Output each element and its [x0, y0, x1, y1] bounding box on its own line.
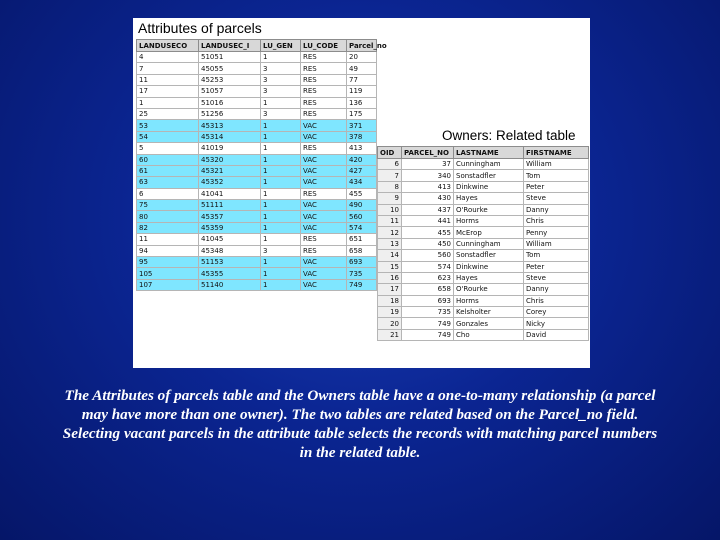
attributes-cell[interactable]: 1: [261, 268, 301, 279]
owners-column-header[interactable]: LASTNAME: [454, 147, 524, 159]
owners-cell[interactable]: Gonzales: [454, 318, 524, 329]
attributes-cell[interactable]: RES: [301, 188, 347, 199]
owners-cell[interactable]: Penny: [524, 227, 589, 238]
attributes-cell[interactable]: 49: [347, 63, 377, 74]
attributes-cell[interactable]: 63: [137, 177, 199, 188]
attributes-row[interactable]: [137, 234, 377, 245]
attributes-cell[interactable]: RES: [301, 74, 347, 85]
attributes-cell[interactable]: RES: [301, 245, 347, 256]
owners-row[interactable]: [378, 193, 589, 204]
attributes-cell[interactable]: 749: [347, 279, 377, 290]
attributes-cell[interactable]: 51057: [199, 86, 261, 97]
owners-cell[interactable]: 12: [378, 227, 402, 238]
attributes-cell[interactable]: RES: [301, 234, 347, 245]
attributes-cell[interactable]: 574: [347, 222, 377, 233]
owners-cell[interactable]: 8: [378, 181, 402, 192]
attributes-cell[interactable]: VAC: [301, 279, 347, 290]
attributes-cell[interactable]: 3: [261, 63, 301, 74]
owners-cell[interactable]: William: [524, 159, 589, 170]
owners-cell[interactable]: Dinkwine: [454, 181, 524, 192]
owners-cell[interactable]: 7: [378, 170, 402, 181]
owners-cell[interactable]: Steve: [524, 193, 589, 204]
owners-cell[interactable]: 413: [402, 181, 454, 192]
attributes-row[interactable]: [137, 154, 377, 165]
attributes-cell[interactable]: 17: [137, 86, 199, 97]
owners-cell[interactable]: Sonstadfler: [454, 170, 524, 181]
attributes-row[interactable]: [137, 120, 377, 131]
attributes-cell[interactable]: 51051: [199, 52, 261, 63]
attributes-cell[interactable]: 45355: [199, 268, 261, 279]
attributes-row[interactable]: [137, 108, 377, 119]
owners-cell[interactable]: Dinkwine: [454, 261, 524, 272]
attributes-cell[interactable]: 75: [137, 200, 199, 211]
attributes-cell[interactable]: 6: [137, 188, 199, 199]
attributes-cell[interactable]: 45055: [199, 63, 261, 74]
owners-cell[interactable]: 749: [402, 329, 454, 340]
owners-cell[interactable]: 749: [402, 318, 454, 329]
attributes-cell[interactable]: 490: [347, 200, 377, 211]
owners-cell[interactable]: Chris: [524, 295, 589, 306]
owners-cell[interactable]: Tom: [524, 250, 589, 261]
attributes-cell[interactable]: 94: [137, 245, 199, 256]
attributes-column-header[interactable]: LANDUSECO: [137, 40, 199, 52]
attributes-row[interactable]: [137, 86, 377, 97]
owners-cell[interactable]: Peter: [524, 181, 589, 192]
attributes-row[interactable]: [137, 143, 377, 154]
attributes-cell[interactable]: 4: [137, 52, 199, 63]
attributes-cell[interactable]: RES: [301, 108, 347, 119]
attributes-cell[interactable]: 11: [137, 234, 199, 245]
attributes-cell[interactable]: 20: [347, 52, 377, 63]
attributes-cell[interactable]: 413: [347, 143, 377, 154]
owners-cell[interactable]: 623: [402, 272, 454, 283]
attributes-cell[interactable]: RES: [301, 86, 347, 97]
attributes-cell[interactable]: 455: [347, 188, 377, 199]
attributes-cell[interactable]: 1: [261, 165, 301, 176]
attributes-cell[interactable]: 41019: [199, 143, 261, 154]
owners-cell[interactable]: 17: [378, 284, 402, 295]
attributes-row[interactable]: [137, 63, 377, 74]
attributes-cell[interactable]: 735: [347, 268, 377, 279]
owners-cell[interactable]: 574: [402, 261, 454, 272]
owners-cell[interactable]: Tom: [524, 170, 589, 181]
owners-cell[interactable]: Horms: [454, 295, 524, 306]
owners-cell[interactable]: William: [524, 238, 589, 249]
owners-cell[interactable]: 37: [402, 159, 454, 170]
attributes-cell[interactable]: 51140: [199, 279, 261, 290]
owners-cell[interactable]: 455: [402, 227, 454, 238]
owners-cell[interactable]: 340: [402, 170, 454, 181]
owners-cell[interactable]: 11: [378, 215, 402, 226]
attributes-cell[interactable]: 420: [347, 154, 377, 165]
attributes-cell[interactable]: 51016: [199, 97, 261, 108]
attributes-cell[interactable]: 45359: [199, 222, 261, 233]
attributes-cell[interactable]: VAC: [301, 211, 347, 222]
owners-cell[interactable]: O'Rourke: [454, 284, 524, 295]
owners-cell[interactable]: 693: [402, 295, 454, 306]
owners-row[interactable]: [378, 261, 589, 272]
attributes-row[interactable]: [137, 200, 377, 211]
attributes-cell[interactable]: RES: [301, 143, 347, 154]
attributes-cell[interactable]: 11: [137, 74, 199, 85]
attributes-cell[interactable]: 1: [261, 279, 301, 290]
owners-cell[interactable]: 658: [402, 284, 454, 295]
attributes-cell[interactable]: VAC: [301, 257, 347, 268]
attributes-cell[interactable]: 60: [137, 154, 199, 165]
owners-cell[interactable]: Hayes: [454, 193, 524, 204]
attributes-cell[interactable]: 41045: [199, 234, 261, 245]
attributes-column-header[interactable]: Parcel_no: [347, 40, 377, 52]
owners-row[interactable]: [378, 284, 589, 295]
attributes-cell[interactable]: 136: [347, 97, 377, 108]
attributes-cell[interactable]: 45357: [199, 211, 261, 222]
attributes-cell[interactable]: 693: [347, 257, 377, 268]
owners-cell[interactable]: McErop: [454, 227, 524, 238]
attributes-cell[interactable]: 54: [137, 131, 199, 142]
attributes-cell[interactable]: 105: [137, 268, 199, 279]
owners-cell[interactable]: 19: [378, 307, 402, 318]
attributes-cell[interactable]: 61: [137, 165, 199, 176]
owners-cell[interactable]: Sonstadfler: [454, 250, 524, 261]
owners-cell[interactable]: Horms: [454, 215, 524, 226]
owners-cell[interactable]: 560: [402, 250, 454, 261]
attributes-row[interactable]: [137, 257, 377, 268]
attributes-cell[interactable]: 95: [137, 257, 199, 268]
owners-cell[interactable]: 21: [378, 329, 402, 340]
attributes-cell[interactable]: 80: [137, 211, 199, 222]
owners-cell[interactable]: 16: [378, 272, 402, 283]
attributes-cell[interactable]: 1: [137, 97, 199, 108]
owners-row[interactable]: [378, 238, 589, 249]
attributes-cell[interactable]: 175: [347, 108, 377, 119]
attributes-column-header[interactable]: LANDUSEC_I: [199, 40, 261, 52]
attributes-cell[interactable]: VAC: [301, 200, 347, 211]
owners-row[interactable]: [378, 181, 589, 192]
attributes-cell[interactable]: 1: [261, 120, 301, 131]
owners-table: [377, 146, 589, 341]
attributes-table: [136, 39, 387, 291]
owners-cell[interactable]: 20: [378, 318, 402, 329]
owners-row[interactable]: [378, 250, 589, 261]
attributes-cell[interactable]: 1: [261, 177, 301, 188]
owners-row[interactable]: [378, 272, 589, 283]
attributes-cell[interactable]: 77: [347, 74, 377, 85]
owners-row[interactable]: [378, 295, 589, 306]
attributes-cell[interactable]: 1: [261, 211, 301, 222]
attributes-row[interactable]: [137, 97, 377, 108]
owners-header-row: [378, 147, 589, 159]
attributes-cell[interactable]: 1: [261, 222, 301, 233]
attributes-cell[interactable]: 1: [261, 97, 301, 108]
owners-cell[interactable]: 430: [402, 193, 454, 204]
owners-cell[interactable]: 10: [378, 204, 402, 215]
attributes-row[interactable]: [137, 279, 377, 290]
attributes-column-header[interactable]: LU_GEN: [261, 40, 301, 52]
attributes-cell[interactable]: 41041: [199, 188, 261, 199]
owners-row[interactable]: [378, 159, 589, 170]
attributes-cell[interactable]: 3: [261, 245, 301, 256]
attributes-cell[interactable]: 1: [261, 154, 301, 165]
attributes-cell[interactable]: 434: [347, 177, 377, 188]
owners-cell[interactable]: O'Rourke: [454, 204, 524, 215]
attributes-cell[interactable]: VAC: [301, 222, 347, 233]
owners-cell[interactable]: 13: [378, 238, 402, 249]
attributes-cell[interactable]: 51256: [199, 108, 261, 119]
attributes-cell[interactable]: 119: [347, 86, 377, 97]
attributes-cell[interactable]: 3: [261, 74, 301, 85]
attributes-cell[interactable]: 1: [261, 234, 301, 245]
owners-cell[interactable]: 441: [402, 215, 454, 226]
attributes-cell[interactable]: VAC: [301, 177, 347, 188]
attributes-cell[interactable]: 1: [261, 52, 301, 63]
attributes-cell[interactable]: VAC: [301, 268, 347, 279]
owners-column-header[interactable]: FIRSTNAME: [524, 147, 589, 159]
attributes-row[interactable]: [137, 131, 377, 142]
attributes-cell[interactable]: 3: [261, 86, 301, 97]
attributes-column-header[interactable]: LU_CODE: [301, 40, 347, 52]
attributes-cell[interactable]: 107: [137, 279, 199, 290]
owners-row[interactable]: [378, 329, 589, 340]
attributes-row[interactable]: [137, 268, 377, 279]
attributes-cell[interactable]: 45321: [199, 165, 261, 176]
attributes-cell[interactable]: 378: [347, 131, 377, 142]
owners-cell[interactable]: Hayes: [454, 272, 524, 283]
attributes-cell[interactable]: 658: [347, 245, 377, 256]
owners-cell[interactable]: 450: [402, 238, 454, 249]
owners-row[interactable]: [378, 170, 589, 181]
owners-cell[interactable]: Corey: [524, 307, 589, 318]
attributes-row[interactable]: [137, 245, 377, 256]
attributes-cell[interactable]: 45313: [199, 120, 261, 131]
owners-row[interactable]: [378, 307, 589, 318]
attributes-cell[interactable]: VAC: [301, 165, 347, 176]
owners-cell[interactable]: 15: [378, 261, 402, 272]
attributes-cell[interactable]: 371: [347, 120, 377, 131]
attributes-header-row: [137, 40, 377, 52]
attributes-cell[interactable]: 51111: [199, 200, 261, 211]
owners-row[interactable]: [378, 227, 589, 238]
attributes-row[interactable]: [137, 52, 377, 63]
owners-cell[interactable]: Cunningham: [454, 159, 524, 170]
attributes-row[interactable]: [137, 74, 377, 85]
attributes-cell[interactable]: 560: [347, 211, 377, 222]
attributes-cell[interactable]: 45320: [199, 154, 261, 165]
attributes-cell[interactable]: RES: [301, 97, 347, 108]
owners-column-header[interactable]: OID: [378, 147, 402, 159]
attributes-cell[interactable]: 427: [347, 165, 377, 176]
owners-cell[interactable]: 18: [378, 295, 402, 306]
attributes-cell[interactable]: 82: [137, 222, 199, 233]
owners-row[interactable]: [378, 318, 589, 329]
attributes-row[interactable]: [137, 211, 377, 222]
attributes-cell[interactable]: 25: [137, 108, 199, 119]
owners-cell[interactable]: Chris: [524, 215, 589, 226]
owners-cell[interactable]: Steve: [524, 272, 589, 283]
attributes-cell[interactable]: 7: [137, 63, 199, 74]
attributes-cell[interactable]: 1: [261, 200, 301, 211]
attributes-cell[interactable]: VAC: [301, 131, 347, 142]
attributes-cell[interactable]: 51153: [199, 257, 261, 268]
attributes-row[interactable]: [137, 165, 377, 176]
owners-cell[interactable]: 6: [378, 159, 402, 170]
owners-cell[interactable]: Cho: [454, 329, 524, 340]
slide-caption: The Attributes of parcels table and the Owners table have a one-to-many relationship (a parcel may have more than one owner). The two tables are related based on the Parcel_no field. Selecting vacant parcels in the attribute table selects the records with matching parcel numbers in the related table.: [62, 387, 658, 461]
attributes-cell[interactable]: 1: [261, 188, 301, 199]
attributes-row[interactable]: [137, 222, 377, 233]
attributes-cell[interactable]: 1: [261, 131, 301, 142]
owners-cell[interactable]: Kelsholter: [454, 307, 524, 318]
attributes-row[interactable]: [137, 177, 377, 188]
owners-cell[interactable]: Nicky: [524, 318, 589, 329]
attributes-cell[interactable]: 651: [347, 234, 377, 245]
attributes-table-title: Attributes of parcels: [138, 20, 262, 36]
owners-row[interactable]: [378, 204, 589, 215]
attributes-cell[interactable]: 45352: [199, 177, 261, 188]
owners-row[interactable]: [378, 215, 589, 226]
owners-table-title: Owners: Related table: [442, 128, 576, 143]
attributes-cell[interactable]: VAC: [301, 154, 347, 165]
attributes-cell[interactable]: 53: [137, 120, 199, 131]
attributes-cell[interactable]: RES: [301, 52, 347, 63]
attributes-cell[interactable]: 45314: [199, 131, 261, 142]
owners-cell[interactable]: 9: [378, 193, 402, 204]
attributes-cell[interactable]: 1: [261, 143, 301, 154]
owners-cell[interactable]: Danny: [524, 204, 589, 215]
attributes-cell[interactable]: 1: [261, 257, 301, 268]
attributes-cell[interactable]: 45348: [199, 245, 261, 256]
attributes-row[interactable]: [137, 188, 377, 199]
owners-cell[interactable]: 735: [402, 307, 454, 318]
owners-cell[interactable]: Cunningham: [454, 238, 524, 249]
owners-column-header[interactable]: PARCEL_NO: [402, 147, 454, 159]
owners-cell[interactable]: 14: [378, 250, 402, 261]
owners-cell[interactable]: Danny: [524, 284, 589, 295]
tables-screenshot: [133, 18, 590, 368]
attributes-cell[interactable]: 5: [137, 143, 199, 154]
owners-cell[interactable]: David: [524, 329, 589, 340]
attributes-cell[interactable]: 3: [261, 108, 301, 119]
attributes-cell[interactable]: RES: [301, 63, 347, 74]
owners-cell[interactable]: Peter: [524, 261, 589, 272]
owners-cell[interactable]: 437: [402, 204, 454, 215]
attributes-cell[interactable]: VAC: [301, 120, 347, 131]
attributes-cell[interactable]: 45253: [199, 74, 261, 85]
